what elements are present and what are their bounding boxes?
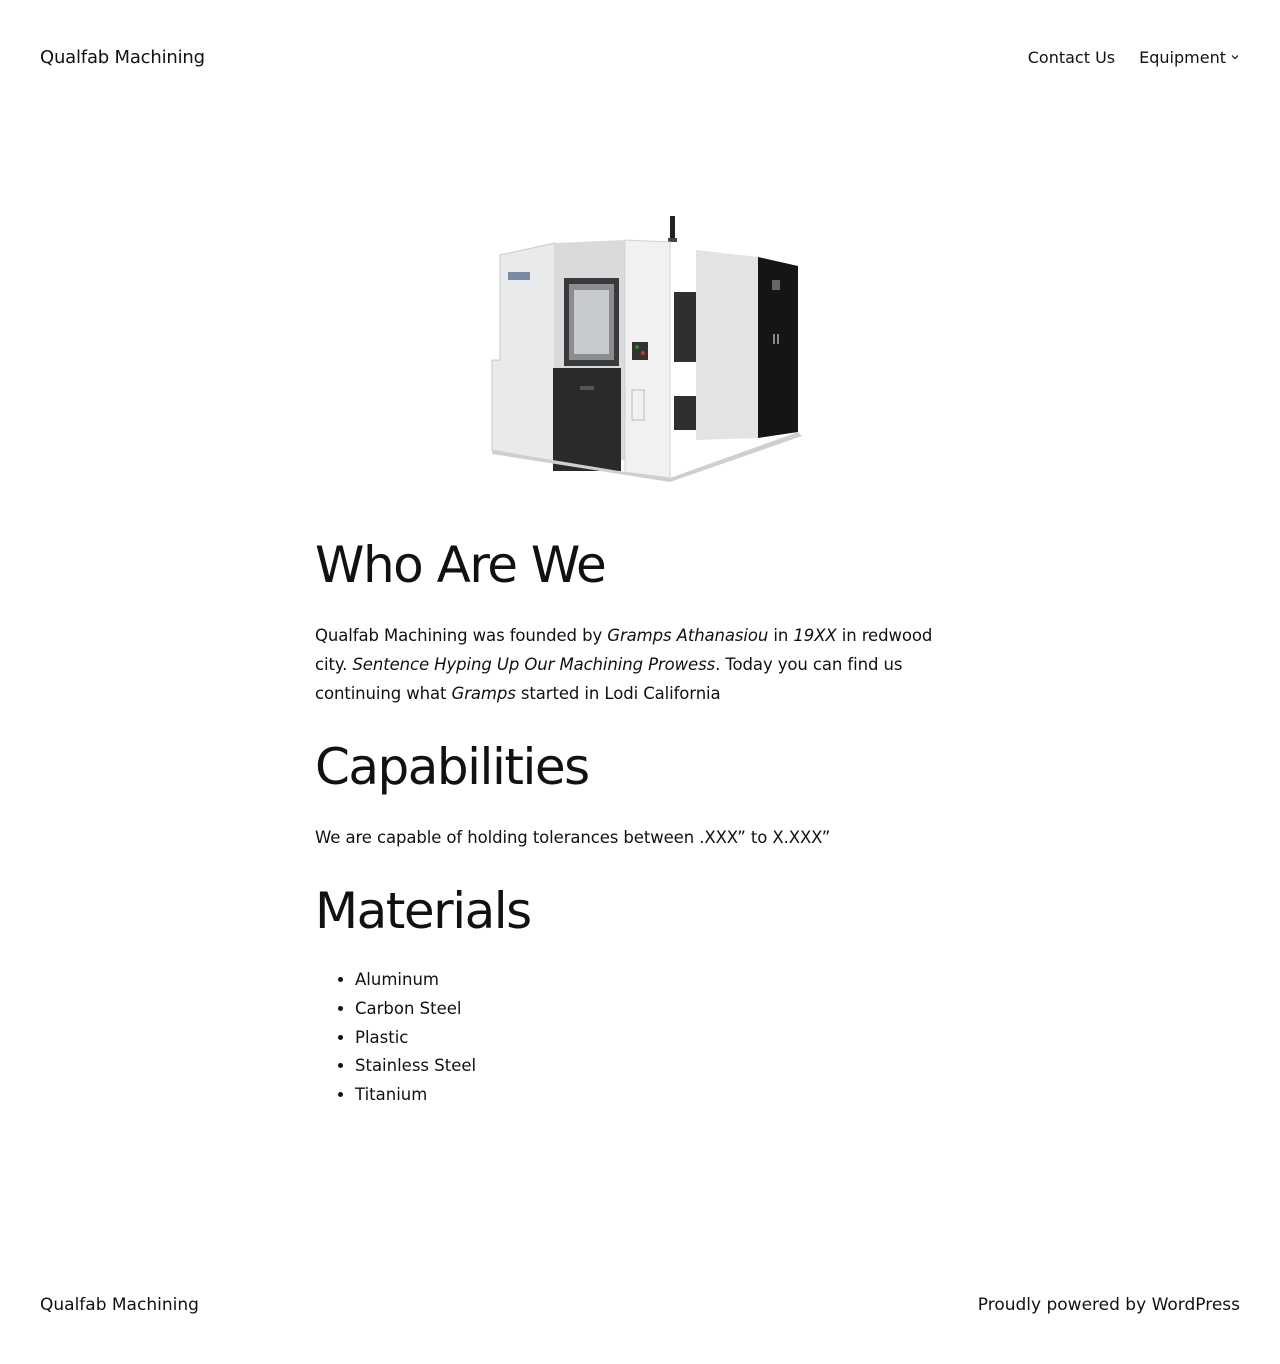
main-navigation xyxy=(1028,48,1240,67)
heading-who-are-we: Who Are We xyxy=(315,536,606,594)
wordpress-link[interactable]: WordPress xyxy=(1151,1295,1240,1315)
nav-equipment-label: Equipment xyxy=(1139,47,1226,67)
who-text-3: in redwood city. xyxy=(315,626,933,674)
list-item: • Carbon Steel xyxy=(355,995,965,1024)
footer-site-title-link[interactable]: Qualfab Machining xyxy=(40,1295,199,1315)
list-item: • Plastic xyxy=(355,1024,965,1053)
who-text-4: . Today you can find us continuing what xyxy=(315,655,903,703)
site-header xyxy=(40,40,1240,74)
heading-capabilities: Capabilities xyxy=(315,738,589,796)
powered-by-text xyxy=(978,1295,1240,1315)
list-item: • Aluminum xyxy=(355,966,965,995)
list-item: • Stainless Steel xyxy=(355,1052,965,1081)
who-text-1: Qualfab Machining was founded by xyxy=(315,626,608,645)
nav-contact-us-label: Contact Us xyxy=(1027,47,1116,67)
who-text-2: in xyxy=(768,626,794,645)
materials-list xyxy=(315,966,965,1110)
list-item: • Titanium xyxy=(355,1081,965,1110)
chevron-down-icon xyxy=(1230,52,1240,62)
who-text-5: started in Lodi California xyxy=(515,684,721,703)
capabilities-paragraph: We are capable of holding tolerances between .XXX” to X.XXX” xyxy=(315,828,831,847)
site-footer xyxy=(40,1290,1240,1320)
hype-sentence: Sentence Hyping Up Our Machining Prowess xyxy=(352,655,716,674)
cnc-machine-image xyxy=(480,210,810,485)
main-content xyxy=(315,532,965,1110)
gramps-name: Gramps xyxy=(451,684,516,703)
site-title-link[interactable]: Qualfab Machining xyxy=(40,46,205,68)
powered-by-prefix: Proudly powered by xyxy=(977,1295,1152,1315)
nav-equipment[interactable] xyxy=(1139,48,1240,67)
nav-contact-us[interactable] xyxy=(1028,48,1115,67)
heading-materials: Materials xyxy=(315,882,531,940)
founder-name: Gramps Athanasiou xyxy=(607,626,769,645)
founding-year: 19XX xyxy=(793,626,837,645)
who-are-we-paragraph xyxy=(315,621,965,708)
